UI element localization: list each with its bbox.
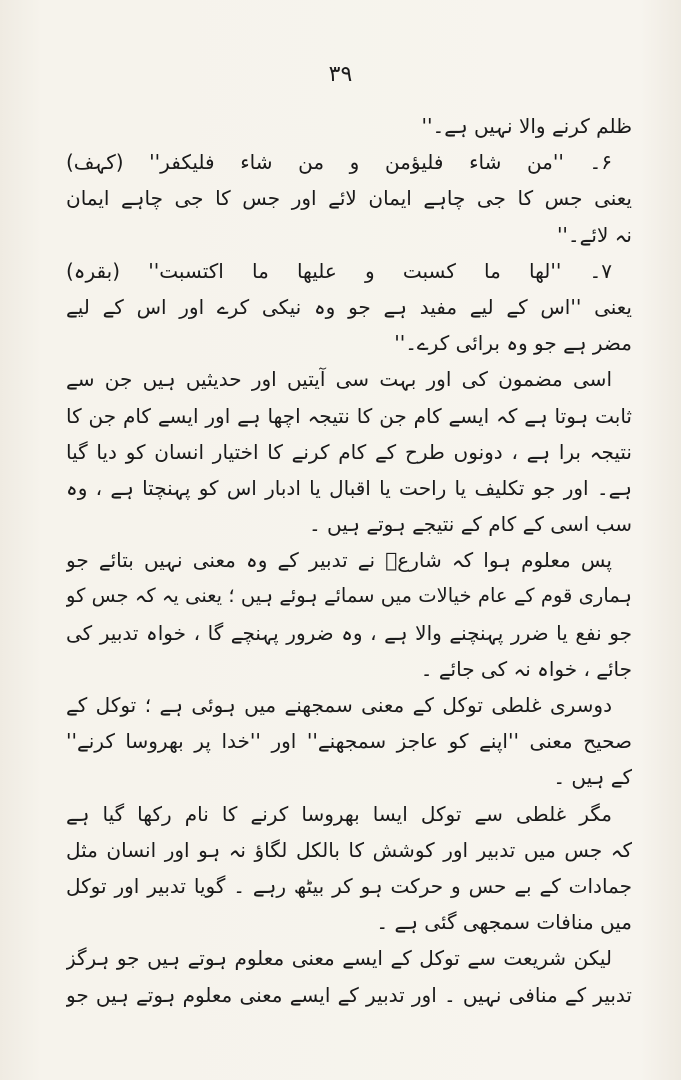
- text-line: ہماری قوم کے عام خیالات میں سمائے ہوئے ہیں ؛ یعنی یہ کہ جس کو: [66, 584, 632, 608]
- text-line: میں منافات سمجھی گئی ہے ۔: [376, 910, 632, 935]
- text-line: ثابت ہوتا ہے کہ ایسے کام جن کا نتیجہ اچھا ہے اور ایسے کام جن کا: [66, 403, 632, 428]
- body-text: [66, 108, 632, 1013]
- text-line: ظلم کرنے والا نہیں ہے۔'': [421, 114, 632, 138]
- text-line: یعنی ''اس کے لیے مفید ہے جو وہ نیکی کرے اور اس کے لیے: [66, 294, 632, 319]
- text-line: جائے ، خواہ نہ کی جائے ۔: [420, 656, 632, 681]
- text-line: سب اسی کے کام کے نتیجے ہوتے ہیں ۔: [308, 512, 632, 537]
- page-number: ۳۹: [328, 62, 353, 87]
- text-line: مگر غلطی سے توکل ایسا بھروسا کرنے کا نام رکھا گیا ہے: [66, 801, 612, 826]
- text-line: اسی مضمون کی اور بہت سی آیتیں اور حدیثیں ہیں جن سے: [66, 367, 612, 392]
- text-line: کہ جس میں تدبیر اور کوشش کا بالکل لگاؤ نہ ہو اور انسان مثل: [66, 837, 632, 862]
- text-line: نتیجہ برا ہے ، دونوں طرح کے کام کرنے کا اختیار انسان کو دیا گیا: [66, 439, 632, 464]
- text-line: ۷۔ ''لھا ما کسبت و علیھا ما اکتسبت'' (بقرہ): [66, 258, 612, 283]
- text-line: جمادات کے بے حس و حرکت ہو کر بیٹھ رہے ۔ گویا تدبیر اور توکل: [66, 873, 632, 898]
- text-line: ۶۔ ''من شاء فلیؤمن و من شاء فلیکفر'' (کہف): [66, 150, 612, 175]
- text-line: یعنی جس کا جی چاہے ایمان لائے اور جس کا جی چاہے ایمان: [66, 186, 632, 211]
- text-line: مضر ہے جو وہ برائی کرے۔'': [394, 331, 632, 356]
- text-line: ہے۔ اور جو تکلیف یا راحت یا اقبال یا ادبار اس کو پہنچتا ہے ، وہ: [66, 475, 632, 500]
- text-line: پس معلوم ہوا کہ شارعؐ نے تدبیر کے وہ معنی نہیں بتائے جو: [66, 548, 612, 573]
- text-line: لیکن شریعت سے توکل کے ایسے معنی معلوم ہوتے ہیں جو ہرگز: [66, 946, 612, 971]
- text-line: جو نفع یا ضرر پہنچنے والا ہے ، وہ ضرور پہنچے گا ، خواہ تدبیر کی: [66, 620, 632, 645]
- text-line: دوسری غلطی توکل کے معنی سمجھنے میں ہوئی ہے ؛ توکل کے: [66, 693, 612, 717]
- text-line: صحیح معنی ''اپنے کو عاجز سمجھنے'' اور ''خدا پر بھروسا کرنے'': [66, 729, 632, 754]
- text-line: تدبیر کے منافی نہیں ۔ اور تدبیر کے ایسے معنی معلوم ہوتے ہیں جو: [66, 982, 632, 1007]
- text-line: کے ہیں ۔: [553, 765, 632, 790]
- text-line: نہ لائے۔'': [556, 222, 632, 247]
